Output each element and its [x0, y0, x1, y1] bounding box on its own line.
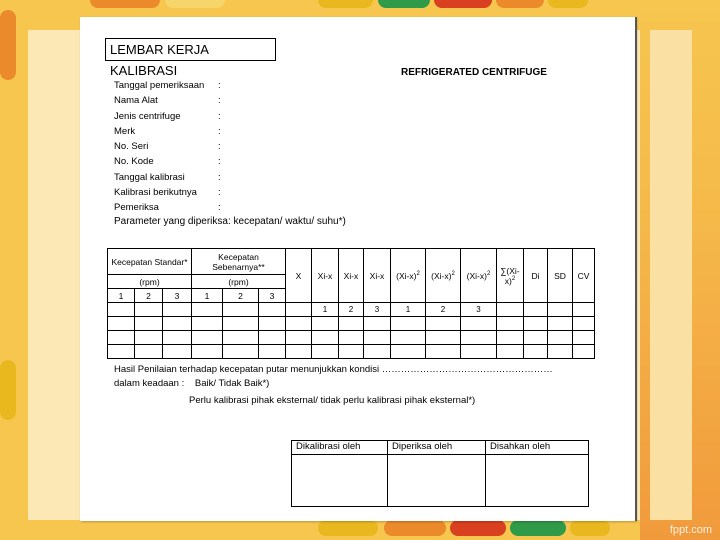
table-cell[interactable]	[548, 317, 573, 331]
table-cell	[573, 303, 595, 317]
table-cell	[286, 303, 312, 317]
table-cell[interactable]	[286, 345, 312, 359]
table-cell: 3	[461, 303, 497, 317]
header-x: X	[286, 249, 312, 303]
decor-stripe	[450, 520, 506, 536]
decor-stripe	[0, 360, 16, 420]
table-cell: 2	[339, 303, 364, 317]
table-cell[interactable]	[364, 317, 391, 331]
decor-stripe	[570, 520, 610, 536]
decor-stripe	[0, 10, 16, 80]
table-cell[interactable]	[573, 331, 595, 345]
header-kecepatan-standar: Kecepatan Standar*	[108, 249, 192, 275]
table-cell[interactable]	[497, 345, 524, 359]
form-fields	[114, 80, 494, 218]
table-cell[interactable]	[223, 331, 259, 345]
field-no-kode[interactable]: No. Kode :	[114, 156, 221, 168]
table-cell: 2	[426, 303, 461, 317]
table-cell	[548, 303, 573, 317]
table-cell[interactable]	[135, 345, 163, 359]
decor-stripe	[318, 0, 373, 8]
header-sd: SD	[548, 249, 573, 303]
header-num: 1	[108, 289, 135, 303]
table-cell[interactable]	[259, 331, 286, 345]
signature-table	[291, 440, 589, 507]
field-kalibrasi-berikutnya[interactable]: Kalibrasi berikutnya :	[114, 187, 221, 199]
header-unit-sebenarnya: (rpm)	[192, 275, 286, 289]
table-cell[interactable]	[364, 331, 391, 345]
signature-header-dikalibrasi: Dikalibrasi oleh	[292, 441, 388, 455]
header-di: Di	[524, 249, 548, 303]
table-cell: 1	[312, 303, 339, 317]
decor-stripe	[384, 520, 446, 536]
decor-stripe	[165, 0, 225, 8]
table-cell[interactable]	[163, 331, 192, 345]
table-cell[interactable]	[312, 331, 339, 345]
table-cell[interactable]	[524, 317, 548, 331]
table-cell[interactable]	[573, 317, 595, 331]
field-tanggal-kalibrasi[interactable]: Tanggal kalibrasi :	[114, 171, 221, 183]
table-cell[interactable]	[426, 345, 461, 359]
header-sq-3: $(Xi-x)^2$	[461, 249, 497, 303]
field-tanggal-pemeriksaan[interactable]: Tanggal pemeriksaan :	[114, 80, 221, 91]
table-cell[interactable]	[163, 317, 192, 331]
table-cell[interactable]	[135, 317, 163, 331]
table-cell[interactable]	[339, 317, 364, 331]
table-cell[interactable]	[391, 345, 426, 359]
table-cell	[192, 303, 223, 317]
header-num: 3	[259, 289, 286, 303]
signature-box-disahkan[interactable]	[486, 455, 589, 507]
table-cell[interactable]	[524, 345, 548, 359]
decor-stripe	[496, 0, 544, 8]
table-cell	[524, 303, 548, 317]
table-cell[interactable]	[426, 331, 461, 345]
table-cell[interactable]	[426, 317, 461, 331]
table-cell[interactable]	[573, 345, 595, 359]
table-cell[interactable]	[135, 331, 163, 345]
result-statement: Hasil Penilaian terhadap kecepatan putar menunjukkan kondisi ………………………………………………	[114, 364, 553, 375]
decor-stripe	[90, 0, 160, 8]
decor-stripe	[548, 0, 588, 8]
table-cell	[259, 303, 286, 317]
signature-box-dikalibrasi[interactable]	[292, 455, 388, 507]
table-cell[interactable]	[497, 331, 524, 345]
field-jenis-centrifuge[interactable]: Jenis centrifuge :	[114, 110, 221, 122]
header-xi-x-2: Xi-x	[339, 249, 364, 303]
field-merk[interactable]: Merk :	[114, 125, 221, 137]
page-title: LEMBAR KERJA KALIBRASI	[105, 38, 276, 61]
table-cell[interactable]	[364, 345, 391, 359]
table-cell[interactable]	[497, 317, 524, 331]
parameters-line: Parameter yang diperiksa: kecepatan/ waktu/ suhu*)	[114, 216, 346, 227]
table-cell	[497, 303, 524, 317]
background-right-panel	[650, 30, 692, 520]
table-cell[interactable]	[223, 317, 259, 331]
header-unit-standar: (rpm)	[108, 275, 192, 289]
table-cell[interactable]	[339, 331, 364, 345]
header-cv: CV	[573, 249, 595, 303]
decor-stripe	[318, 520, 378, 536]
table-cell[interactable]	[286, 331, 312, 345]
table-cell[interactable]	[391, 331, 426, 345]
table-cell	[223, 303, 259, 317]
table-cell[interactable]	[548, 345, 573, 359]
table-cell: 3	[364, 303, 391, 317]
table-cell[interactable]	[108, 345, 135, 359]
table-cell[interactable]	[163, 345, 192, 359]
header-num: 3	[163, 289, 192, 303]
header-num: 2	[135, 289, 163, 303]
table-cell[interactable]	[312, 345, 339, 359]
table-cell[interactable]	[461, 317, 497, 331]
table-cell[interactable]	[391, 317, 426, 331]
field-no-seri[interactable]: No. Seri :	[114, 141, 221, 153]
table-cell: 1	[391, 303, 426, 317]
table-cell[interactable]	[548, 331, 573, 345]
signature-header-disahkan: Disahkan oleh	[486, 441, 589, 455]
decor-stripe	[378, 0, 430, 8]
header-xi-x-3: Xi-x	[364, 249, 391, 303]
header-sum: $\sum(Xi-x)^2$	[497, 249, 524, 303]
table-cell[interactable]	[461, 345, 497, 359]
table-cell[interactable]	[108, 317, 135, 331]
decor-stripe	[510, 520, 566, 536]
table-cell[interactable]	[192, 331, 223, 345]
field-nama-alat[interactable]: Nama Alat :	[114, 95, 221, 107]
result-condition-options: Baik/ Tidak Baik*)	[194, 378, 270, 389]
table-cell[interactable]	[461, 331, 497, 345]
header-kecepatan-sebenarnya: Kecepatan Sebenarnya**	[192, 249, 286, 275]
page-edge	[635, 17, 637, 521]
worksheet-page	[80, 17, 636, 521]
signature-box-diperiksa[interactable]	[388, 455, 486, 507]
header-num: 2	[223, 289, 259, 303]
header-sq-1: $(Xi-x)^2$	[391, 249, 426, 303]
table-cell[interactable]	[192, 345, 223, 359]
calibration-table	[107, 248, 595, 359]
table-cell[interactable]	[259, 317, 286, 331]
result-condition-label: dalam keadaan :	[114, 378, 185, 389]
header-xi-x-1: Xi-x	[312, 249, 339, 303]
table-cell[interactable]	[259, 345, 286, 359]
table-cell[interactable]	[312, 317, 339, 331]
external-calibration-note: Perlu kalibrasi pihak eksternal/ tidak perlu kalibrasi pihak eksternal*)	[189, 395, 476, 406]
table-cell[interactable]	[339, 345, 364, 359]
table-cell	[163, 303, 192, 317]
page-subtitle: REFRIGERATED CENTRIFUGE	[401, 67, 547, 78]
table-cell[interactable]	[192, 317, 223, 331]
header-sq-2: $(Xi-x)^2$	[426, 249, 461, 303]
table-cell[interactable]	[108, 331, 135, 345]
brand-watermark: fppt.com	[669, 524, 712, 536]
table-cell	[135, 303, 163, 317]
result-condition	[114, 378, 269, 389]
decor-stripe	[434, 0, 492, 8]
table-cell[interactable]	[223, 345, 259, 359]
header-num: 1	[192, 289, 223, 303]
field-pemeriksa[interactable]: Pemeriksa :	[114, 202, 221, 214]
signature-header-diperiksa: Diperiksa oleh	[388, 441, 486, 455]
table-cell[interactable]	[524, 331, 548, 345]
table-cell[interactable]	[286, 317, 312, 331]
table-cell	[108, 303, 135, 317]
